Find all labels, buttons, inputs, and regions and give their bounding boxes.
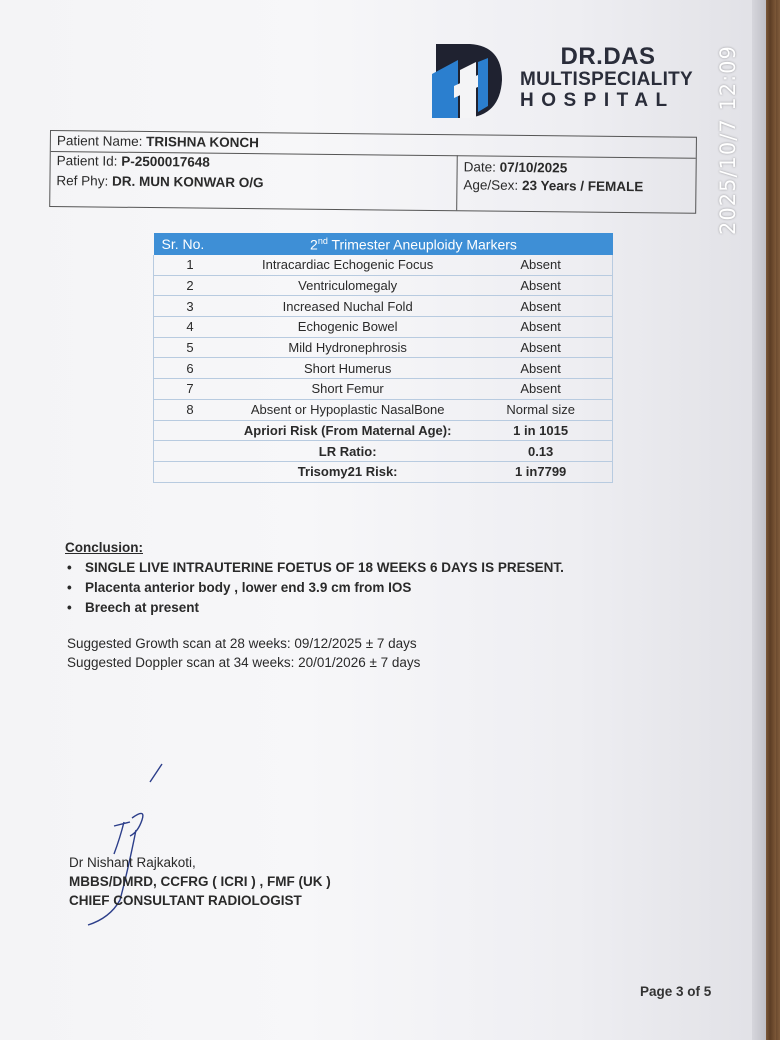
conclusion-list bbox=[65, 558, 564, 618]
row-number: 1 bbox=[154, 255, 227, 275]
table-row bbox=[154, 255, 613, 275]
patient-id-value: P-2500017648 bbox=[121, 153, 210, 170]
title-number: 2 bbox=[310, 236, 318, 253]
growth-scan: Suggested Growth scan at 28 weeks: 09/12/2025 ± 7 days bbox=[67, 636, 417, 651]
risk-label: Apriori Risk (From Maternal Age): bbox=[226, 420, 469, 441]
risk-value: 0.13 bbox=[469, 441, 612, 462]
title-superscript: nd bbox=[317, 235, 328, 246]
hospital-logo-icon bbox=[430, 40, 504, 120]
patient-info-box bbox=[49, 130, 697, 214]
patient-id bbox=[57, 153, 210, 170]
agesex-label: Age/Sex: bbox=[463, 177, 519, 193]
report-date bbox=[464, 159, 568, 175]
marker-result: Absent bbox=[469, 255, 612, 275]
marker-result: Absent bbox=[469, 317, 612, 338]
agesex-value: 23 Years / FEMALE bbox=[521, 177, 644, 195]
risk-label: Trisomy21 Risk: bbox=[226, 461, 469, 482]
table-row bbox=[154, 399, 613, 420]
title-text: Trimester Aneuploidy Markers bbox=[327, 236, 517, 253]
referring-physician bbox=[56, 173, 263, 190]
patient-id-label: Patient Id: bbox=[56, 153, 118, 169]
doppler-scan: Suggested Doppler scan at 34 weeks: 20/01/2026 ± 7 days bbox=[67, 655, 421, 670]
marker-result: Absent bbox=[469, 275, 612, 296]
row-number: 3 bbox=[154, 296, 227, 317]
marker-name: Short Femur bbox=[226, 379, 469, 400]
marker-name: Echogenic Bowel bbox=[226, 317, 469, 338]
marker-name: Absent or Hypoplastic NasalBone bbox=[226, 399, 469, 420]
risk-value: 1 in7799 bbox=[469, 461, 612, 482]
table-row bbox=[154, 379, 613, 400]
hospital-name bbox=[520, 44, 710, 112]
column-header-srno: Sr. No. bbox=[154, 233, 227, 255]
row-number: 8 bbox=[154, 399, 227, 420]
hospital-name-line2: MULTISPECIALITY bbox=[520, 69, 694, 90]
marker-result: Absent bbox=[469, 358, 612, 379]
page-number: Page 3 of 5 bbox=[640, 984, 712, 999]
hospital-name-line1: DR.DAS bbox=[560, 43, 656, 70]
marker-name: Mild Hydronephrosis bbox=[226, 337, 469, 358]
marker-result: Absent bbox=[469, 379, 612, 400]
page-edge bbox=[752, 0, 766, 1040]
signer-block bbox=[69, 853, 331, 910]
list-item: • SINGLE LIVE INTRAUTERINE FOETUS OF 18 WEEKS 6 DAYS IS PRESENT. bbox=[65, 558, 564, 578]
row-number: 4 bbox=[154, 317, 227, 338]
marker-result: Absent bbox=[469, 337, 612, 358]
signer-title: CHIEF CONSULTANT RADIOLOGIST bbox=[69, 893, 302, 908]
list-item: • Breech at present bbox=[65, 598, 564, 618]
marker-name: Increased Nuchal Fold bbox=[226, 296, 469, 317]
risk-row bbox=[154, 461, 613, 482]
marker-name: Ventriculomegaly bbox=[226, 275, 469, 296]
marker-result: Normal size bbox=[469, 399, 612, 420]
ref-label: Ref Phy: bbox=[56, 173, 109, 189]
patient-name bbox=[57, 133, 259, 150]
age-sex bbox=[463, 177, 643, 194]
table-row bbox=[154, 337, 613, 358]
row-number: 7 bbox=[154, 379, 227, 400]
table-header bbox=[154, 233, 613, 255]
row-number: 5 bbox=[154, 337, 227, 358]
table-row bbox=[154, 296, 613, 317]
risk-row bbox=[154, 420, 613, 441]
hospital-name-line3: HOSPITAL bbox=[520, 90, 675, 111]
patient-name-label: Patient Name: bbox=[56, 133, 143, 149]
table-row bbox=[154, 317, 613, 338]
signer-name: Dr Nishant Rajkakoti, bbox=[69, 855, 196, 870]
divider bbox=[456, 155, 458, 210]
risk-label: LR Ratio: bbox=[226, 441, 469, 462]
column-header-markers bbox=[226, 233, 612, 255]
marker-name: Short Humerus bbox=[226, 358, 469, 379]
conclusion-section bbox=[65, 540, 564, 618]
risk-row bbox=[154, 441, 613, 462]
suggested-scans bbox=[67, 634, 420, 672]
marker-name: Intracardiac Echogenic Focus bbox=[226, 255, 469, 275]
table-row bbox=[154, 358, 613, 379]
risk-value: 1 in 1015 bbox=[469, 420, 612, 441]
table-row bbox=[154, 275, 613, 296]
list-item: • Placenta anterior body , lower end 3.9 cm from IOS bbox=[65, 578, 564, 598]
conclusion-heading: Conclusion: bbox=[65, 540, 143, 555]
date-value: 07/10/2025 bbox=[499, 159, 568, 176]
marker-result: Absent bbox=[469, 296, 612, 317]
row-number: 6 bbox=[154, 358, 227, 379]
ref-value: DR. MUN KONWAR O/G bbox=[111, 173, 264, 191]
patient-name-value: TRISHNA KONCH bbox=[146, 134, 260, 151]
aneuploidy-markers-table bbox=[153, 233, 613, 483]
row-number: 2 bbox=[154, 275, 227, 296]
date-label: Date: bbox=[463, 159, 496, 175]
camera-timestamp: 2025/10/7 12:09 bbox=[716, 45, 740, 235]
signer-qualifications: MBBS/DMRD, CCFRG ( ICRI ) , FMF (UK ) bbox=[69, 874, 331, 889]
